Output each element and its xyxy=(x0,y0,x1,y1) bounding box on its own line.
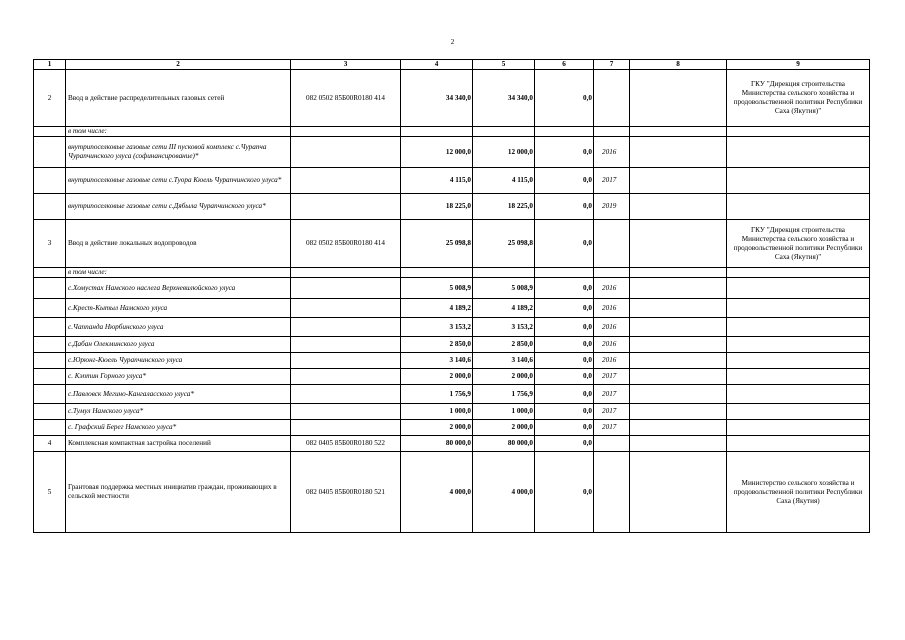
amount-col4 xyxy=(401,268,473,278)
amount-col6: 0,0 xyxy=(535,436,594,452)
executor xyxy=(727,420,870,436)
row-number xyxy=(34,194,66,220)
amount-col5: 2 000,0 xyxy=(473,420,535,436)
executor xyxy=(727,268,870,278)
executor xyxy=(727,385,870,404)
executor xyxy=(727,337,870,353)
budget-code xyxy=(291,353,401,369)
amount-col6: 0,0 xyxy=(535,194,594,220)
col8 xyxy=(630,194,727,220)
executor xyxy=(727,194,870,220)
year: 2016 xyxy=(594,299,630,318)
amount-col4: 3 140,6 xyxy=(401,353,473,369)
header-row xyxy=(34,60,870,70)
amount-col6 xyxy=(535,268,594,278)
row-number: 4 xyxy=(34,436,66,452)
budget-code: 082 0502 85Б00R0180 414 xyxy=(291,70,401,127)
budget-code xyxy=(291,369,401,385)
amount-col4: 3 153,2 xyxy=(401,318,473,337)
executor xyxy=(727,436,870,452)
row-name: с.Дабан Олекминского улуса xyxy=(66,337,291,353)
row-number xyxy=(34,404,66,420)
row-number xyxy=(34,337,66,353)
amount-col6: 0,0 xyxy=(535,337,594,353)
amount-col5: 1 000,0 xyxy=(473,404,535,420)
row-number xyxy=(34,127,66,137)
row-number xyxy=(34,168,66,194)
row-number: 5 xyxy=(34,452,66,533)
item-row xyxy=(34,385,870,404)
amount-col4: 4 000,0 xyxy=(401,452,473,533)
year xyxy=(594,70,630,127)
row-name: с.Тумул Намского улуса* xyxy=(66,404,291,420)
year: 2017 xyxy=(594,420,630,436)
row-number xyxy=(34,299,66,318)
header-cell: 5 xyxy=(473,60,535,70)
amount-col4: 4 115,0 xyxy=(401,168,473,194)
amount-col5: 3 140,6 xyxy=(473,353,535,369)
budget-code xyxy=(291,194,401,220)
row-name: внутрипоселковые газовые сети III пусковой комплекс с.Чурапча Чурапчинского улуса (софинансирование)* xyxy=(66,137,291,168)
amount-col4: 1 000,0 xyxy=(401,404,473,420)
row-name: Грантовая поддержка местных инициатив граждан, проживающих в сельской местности xyxy=(66,452,291,533)
amount-col6: 0,0 xyxy=(535,385,594,404)
year: 2016 xyxy=(594,353,630,369)
amount-col5 xyxy=(473,268,535,278)
col8 xyxy=(630,452,727,533)
section-row xyxy=(34,70,870,127)
year: 2017 xyxy=(594,168,630,194)
col8 xyxy=(630,420,727,436)
amount-col4: 4 189,2 xyxy=(401,299,473,318)
executor xyxy=(727,168,870,194)
executor xyxy=(727,299,870,318)
row-name: внутрипоселковые газовые сети с.Туора Кюель Чурапчинского улуса* xyxy=(66,168,291,194)
col8 xyxy=(630,404,727,420)
row-number xyxy=(34,385,66,404)
row-number xyxy=(34,420,66,436)
row-number: 2 xyxy=(34,70,66,127)
year xyxy=(594,436,630,452)
row-name: с. Кэптин Горного улуса* xyxy=(66,369,291,385)
note-row xyxy=(34,268,870,278)
year xyxy=(594,220,630,268)
item-row xyxy=(34,168,870,194)
executor xyxy=(727,404,870,420)
amount-col5: 4 115,0 xyxy=(473,168,535,194)
budget-code xyxy=(291,268,401,278)
item-row xyxy=(34,318,870,337)
amount-col5: 5 008,9 xyxy=(473,278,535,299)
row-number xyxy=(34,318,66,337)
item-row xyxy=(34,299,870,318)
amount-col5: 12 000,0 xyxy=(473,137,535,168)
amount-col6: 0,0 xyxy=(535,353,594,369)
year xyxy=(594,268,630,278)
header-cell: 6 xyxy=(535,60,594,70)
row-name: Ввод в действие распределительных газовых сетей xyxy=(66,70,291,127)
executor xyxy=(727,127,870,137)
row-number xyxy=(34,353,66,369)
year: 2016 xyxy=(594,137,630,168)
budget-code xyxy=(291,318,401,337)
header-cell: 1 xyxy=(34,60,66,70)
budget-code xyxy=(291,385,401,404)
row-name: Комплексная компактная застройка поселений xyxy=(66,436,291,452)
row-name: с.Чаппанда Нюрбинского улуса xyxy=(66,318,291,337)
row-name: в том числе: xyxy=(66,268,291,278)
col8 xyxy=(630,299,727,318)
amount-col6: 0,0 xyxy=(535,220,594,268)
year: 2019 xyxy=(594,194,630,220)
col8 xyxy=(630,137,727,168)
item-row xyxy=(34,420,870,436)
row-name: внутрипоселковые газовые сети с.Дябыла Чурапчинского улуса* xyxy=(66,194,291,220)
year: 2016 xyxy=(594,337,630,353)
amount-col5: 2 000,0 xyxy=(473,369,535,385)
executor: Министерство сельского хозяйства и продовольственной политики Республики Саха (Якутия) xyxy=(727,452,870,533)
page-number: 2 xyxy=(450,38,455,46)
amount-col4: 5 008,9 xyxy=(401,278,473,299)
col8 xyxy=(630,369,727,385)
item-row xyxy=(34,337,870,353)
item-row xyxy=(34,137,870,168)
amount-col6: 0,0 xyxy=(535,452,594,533)
amount-col4: 25 098,8 xyxy=(401,220,473,268)
budget-code xyxy=(291,299,401,318)
amount-col6: 0,0 xyxy=(535,70,594,127)
budget-code: 082 0502 85Б00R0180 414 xyxy=(291,220,401,268)
year: 2017 xyxy=(594,404,630,420)
amount-col6: 0,0 xyxy=(535,137,594,168)
amount-col6 xyxy=(535,127,594,137)
header-cell: 4 xyxy=(401,60,473,70)
executor xyxy=(727,369,870,385)
section-row xyxy=(34,436,870,452)
header-cell: 2 xyxy=(66,60,291,70)
col8 xyxy=(630,353,727,369)
amount-col5 xyxy=(473,127,535,137)
amount-col6: 0,0 xyxy=(535,404,594,420)
row-name: в том числе: xyxy=(66,127,291,137)
amount-col4: 18 225,0 xyxy=(401,194,473,220)
amount-col5: 4 189,2 xyxy=(473,299,535,318)
budget-code xyxy=(291,168,401,194)
col8 xyxy=(630,268,727,278)
executor: ГКУ "Дирекция строительства Министерства сельского хозяйства и продовольственной политики Республики Саха (Якутия)" xyxy=(727,70,870,127)
row-name: Ввод в действие локальных водопроводов xyxy=(66,220,291,268)
item-row xyxy=(34,353,870,369)
budget-code xyxy=(291,404,401,420)
col8 xyxy=(630,337,727,353)
executor: ГКУ "Дирекция строительства Министерства сельского хозяйства и продовольственной политики Республики Саха (Якутия)" xyxy=(727,220,870,268)
amount-col5: 80 000,0 xyxy=(473,436,535,452)
col8 xyxy=(630,318,727,337)
row-name: с. Графский Берег Намского улуса* xyxy=(66,420,291,436)
col8 xyxy=(630,70,727,127)
row-name: с.Крест-Кытыл Намского улуса xyxy=(66,299,291,318)
amount-col4: 2 850,0 xyxy=(401,337,473,353)
header-cell: 7 xyxy=(594,60,630,70)
amount-col6: 0,0 xyxy=(535,299,594,318)
budget-code xyxy=(291,278,401,299)
row-number: 3 xyxy=(34,220,66,268)
row-number xyxy=(34,268,66,278)
year: 2017 xyxy=(594,369,630,385)
budget-code: 082 0405 85Б00R0180 522 xyxy=(291,436,401,452)
row-name: с.Павловск Мегино-Кангаласского улуса* xyxy=(66,385,291,404)
section-row xyxy=(34,452,870,533)
amount-col6: 0,0 xyxy=(535,278,594,299)
col8 xyxy=(630,385,727,404)
section-row xyxy=(34,220,870,268)
amount-col4: 2 000,0 xyxy=(401,369,473,385)
budget-code xyxy=(291,137,401,168)
year: 2016 xyxy=(594,278,630,299)
amount-col4: 80 000,0 xyxy=(401,436,473,452)
amount-col4: 34 340,0 xyxy=(401,70,473,127)
year: 2017 xyxy=(594,385,630,404)
amount-col6: 0,0 xyxy=(535,420,594,436)
header-cell: 9 xyxy=(727,60,870,70)
col8 xyxy=(630,168,727,194)
amount-col5: 1 756,9 xyxy=(473,385,535,404)
header-cell: 8 xyxy=(630,60,727,70)
item-row xyxy=(34,369,870,385)
row-name: с.Хомустах Намского наслега Верхневилюйского улуса xyxy=(66,278,291,299)
amount-col4 xyxy=(401,127,473,137)
item-row xyxy=(34,404,870,420)
col8 xyxy=(630,220,727,268)
amount-col5: 25 098,8 xyxy=(473,220,535,268)
amount-col5: 3 153,2 xyxy=(473,318,535,337)
budget-code xyxy=(291,420,401,436)
amount-col4: 12 000,0 xyxy=(401,137,473,168)
amount-col6: 0,0 xyxy=(535,168,594,194)
year: 2016 xyxy=(594,318,630,337)
col8 xyxy=(630,436,727,452)
col8 xyxy=(630,278,727,299)
year xyxy=(594,127,630,137)
amount-col4: 2 000,0 xyxy=(401,420,473,436)
item-row xyxy=(34,194,870,220)
amount-col5: 2 850,0 xyxy=(473,337,535,353)
header-cell: 3 xyxy=(291,60,401,70)
budget-code xyxy=(291,127,401,137)
budget-table xyxy=(33,59,870,533)
amount-col6: 0,0 xyxy=(535,318,594,337)
note-row xyxy=(34,127,870,137)
amount-col6: 0,0 xyxy=(535,369,594,385)
year xyxy=(594,452,630,533)
amount-col5: 18 225,0 xyxy=(473,194,535,220)
item-row xyxy=(34,278,870,299)
row-number xyxy=(34,369,66,385)
amount-col5: 4 000,0 xyxy=(473,452,535,533)
row-number xyxy=(34,137,66,168)
budget-code xyxy=(291,337,401,353)
amount-col5: 34 340,0 xyxy=(473,70,535,127)
executor xyxy=(727,318,870,337)
row-name: с.Юрюнг-Кюель Чурапчинского улуса xyxy=(66,353,291,369)
row-number xyxy=(34,278,66,299)
col8 xyxy=(630,127,727,137)
executor xyxy=(727,353,870,369)
budget-code: 082 0405 85Б00R0180 521 xyxy=(291,452,401,533)
executor xyxy=(727,278,870,299)
executor xyxy=(727,137,870,168)
amount-col4: 1 756,9 xyxy=(401,385,473,404)
